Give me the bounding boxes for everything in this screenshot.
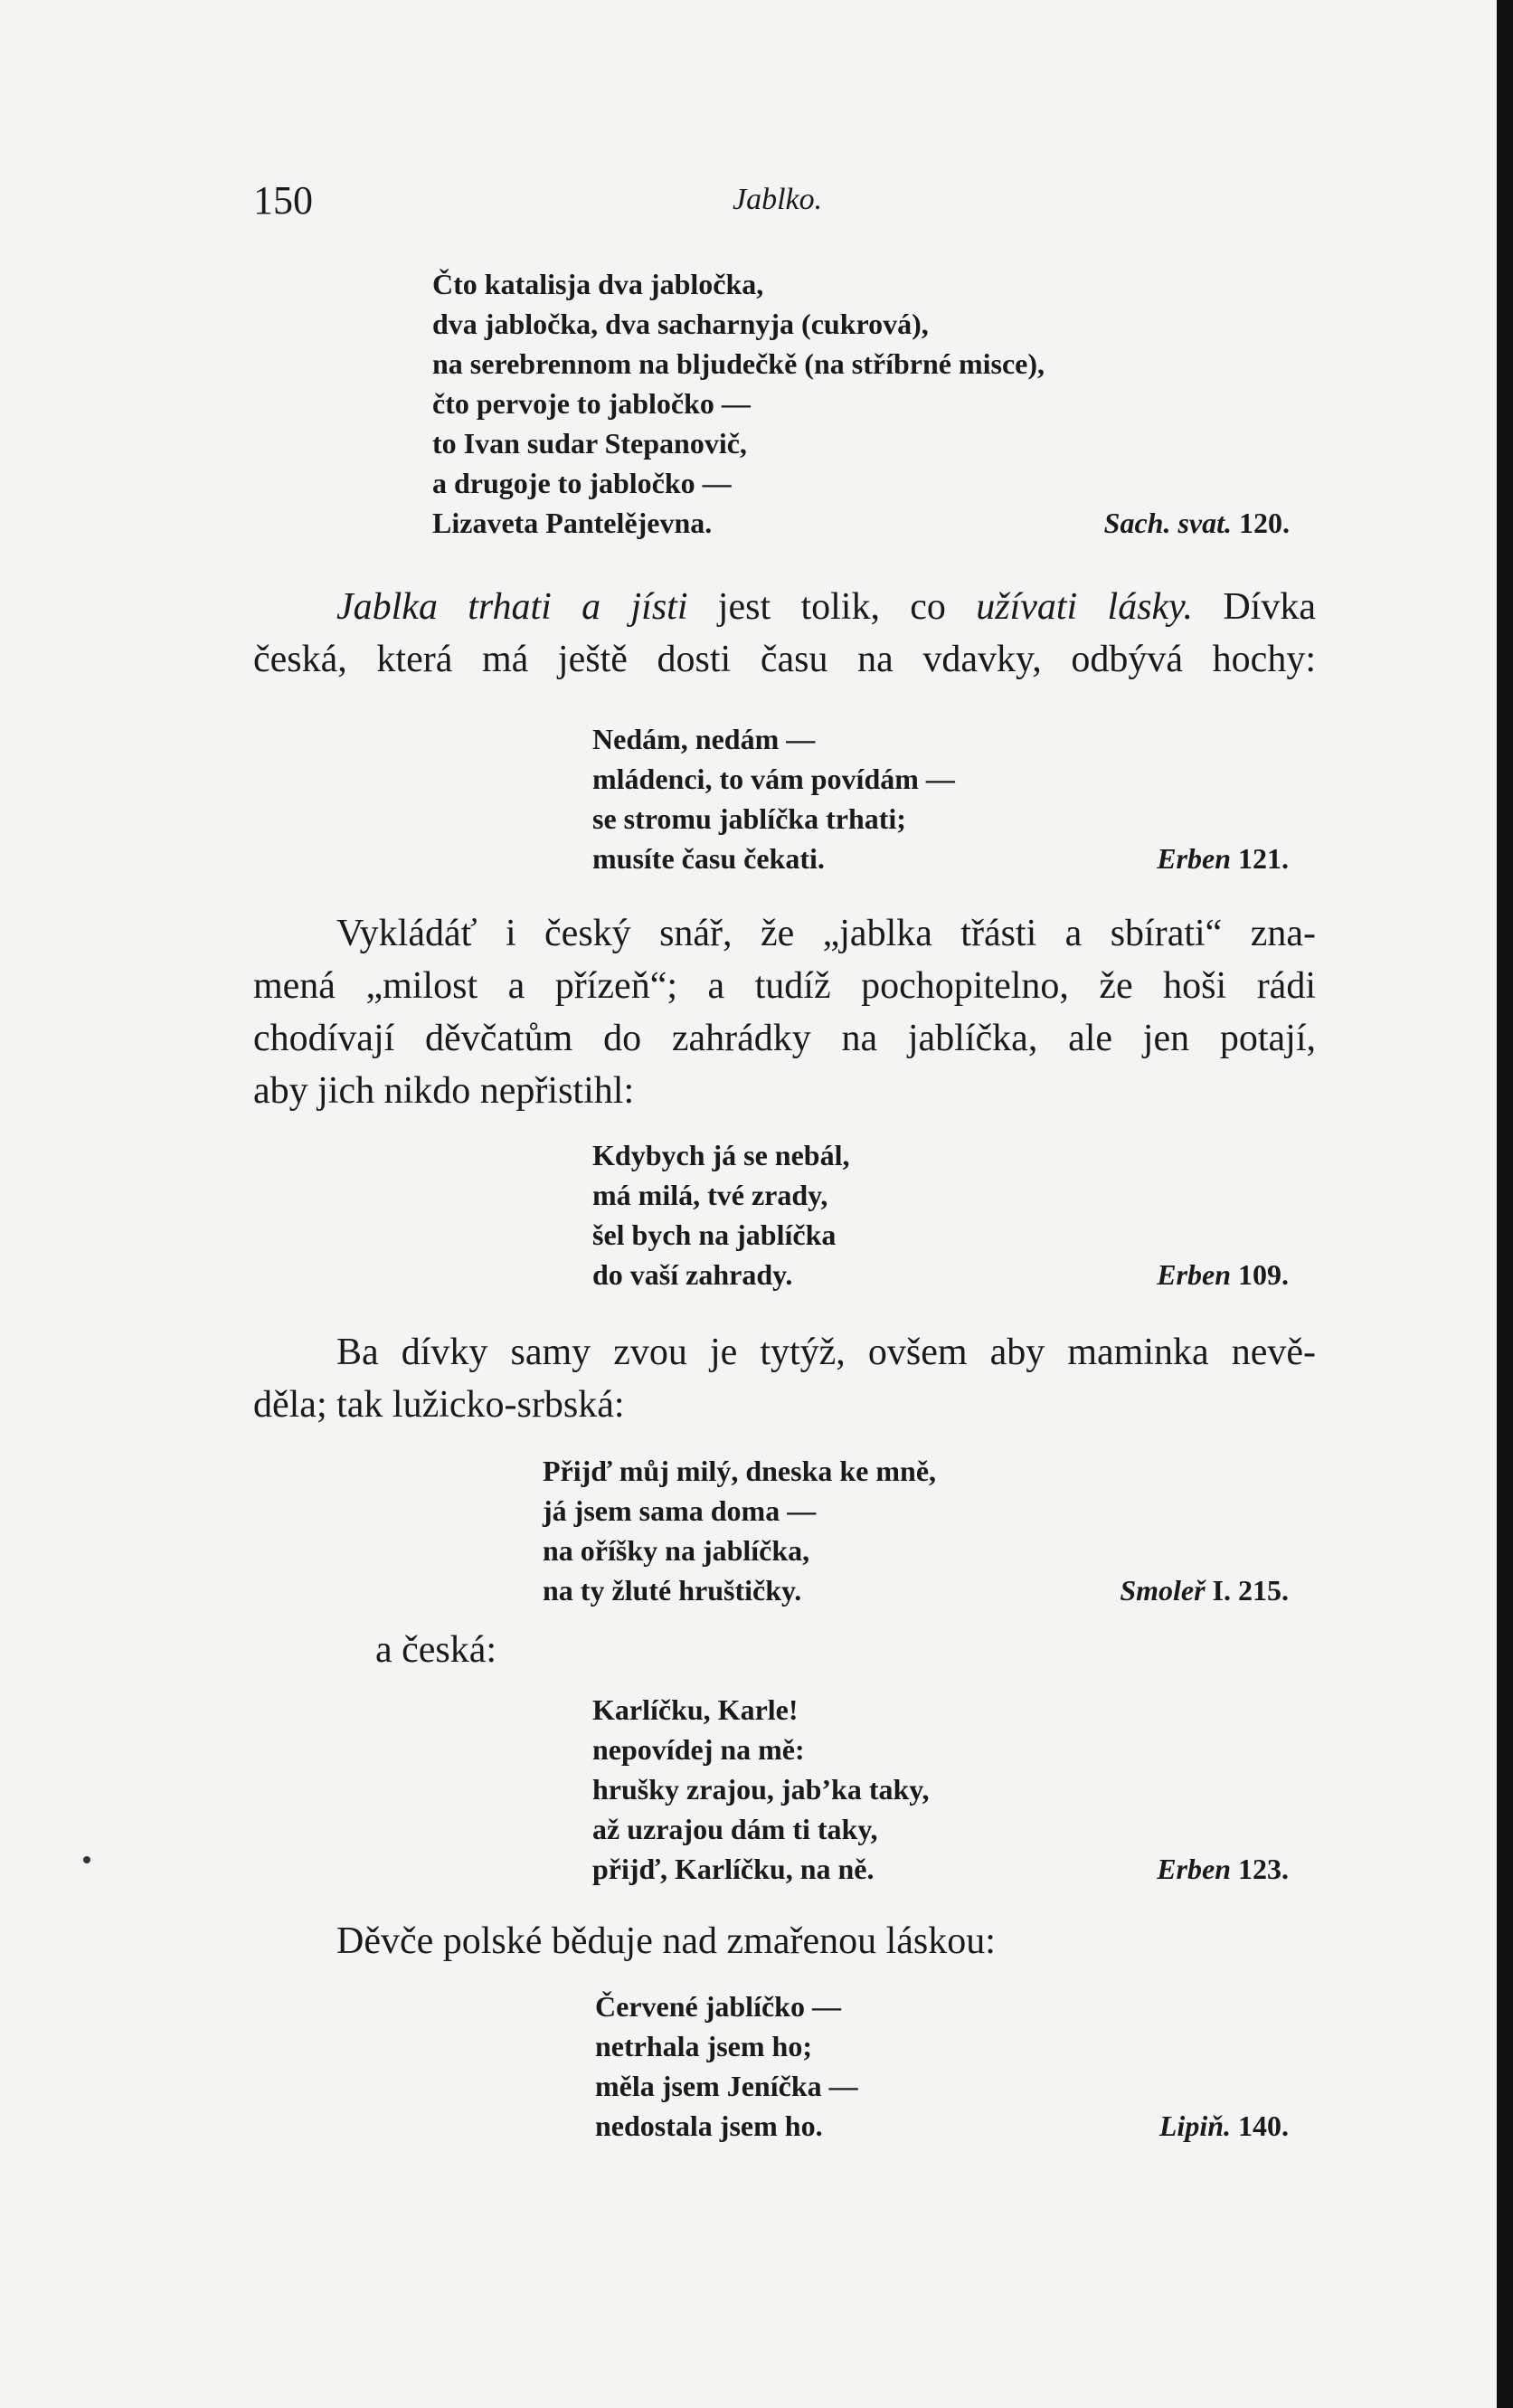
verse-line: Lizaveta Pantelějevna. — [432, 507, 713, 539]
verse-source — [1104, 503, 1290, 543]
verse-line: čto pervoje to jabločko — — [432, 387, 751, 420]
verse-source — [1157, 839, 1289, 878]
verse-line: já jsem sama doma — — [543, 1494, 817, 1527]
source-name: Erben — [1157, 842, 1231, 875]
italic-phrase: Jablka trhati a jísti — [336, 586, 688, 628]
verse-line: a drugoje to jabločko — — [432, 467, 732, 499]
source-name: Erben — [1157, 1258, 1231, 1291]
verse-line: do vaší zahrady. — [592, 1258, 793, 1291]
source-page: 120. — [1239, 507, 1290, 539]
paragraph-line: aby jich nikdo nepřistihl: — [253, 1070, 635, 1112]
verse-line: Kdybych já se nebál, — [592, 1139, 850, 1171]
paragraph-line — [253, 581, 1316, 633]
verse-line: šel bych na jablíčka — [592, 1218, 837, 1251]
verse-line: Čto katalisja dva jabločka, — [432, 268, 764, 300]
ink-speck — [83, 1856, 90, 1863]
source-name: Lipiň. — [1158, 2109, 1231, 2142]
paragraph-jablka — [253, 581, 1316, 686]
source-name: Erben — [1157, 1853, 1231, 1885]
verse-line: hrušky zrajou, jab’ka taky, — [592, 1773, 930, 1806]
verse-line: má milá, tvé zrady, — [592, 1179, 828, 1211]
verse-line: Karlíčku, Karle! — [592, 1693, 799, 1726]
verse-source — [1120, 1570, 1289, 1610]
paragraph-line: mená „milost a přízeň“; a tudíž pochopitelno, že hoši rádi — [253, 965, 1316, 1007]
verse-line: nedostala jsem ho. — [595, 2109, 823, 2142]
verse-line: to Ivan sudar Stepanovič, — [432, 427, 747, 460]
verse-line: Přijď můj milý, dneska ke mně, — [543, 1455, 937, 1487]
text-run: Dívka — [1193, 586, 1316, 628]
paragraph-line: chodívají děvčatům do zahrádky na jablíčka, ale jen potají, — [253, 1018, 1316, 1059]
verse-line: na ty žluté hruštičky. — [543, 1574, 802, 1607]
verse-line: nepovídej na mě: — [592, 1733, 805, 1766]
verse-line: až uzrajou dám ti taky, — [592, 1813, 878, 1845]
paragraph-devce: Děvče polské běduje nad zmařenou láskou: — [336, 1920, 996, 1962]
verse-line: musíte času čekati. — [592, 842, 825, 875]
verse-prijd — [543, 1451, 1289, 1610]
scan-edge — [1497, 0, 1513, 2408]
verse-line: netrhala jsem ho; — [595, 2030, 812, 2062]
source-name: Smoleř — [1120, 1574, 1206, 1607]
paragraph-divky — [253, 1326, 1316, 1431]
verse-karlicku — [592, 1690, 1289, 1889]
paragraph-line: Vykládáť i český snář, že „jablka třásti a sbírati“ zna- — [336, 913, 1316, 954]
source-page: I. 215. — [1212, 1574, 1289, 1607]
verse-line: se stromu jablíčka trhati; — [592, 802, 906, 835]
text-run: jest tolik, co — [687, 586, 977, 628]
source-page: 123. — [1238, 1853, 1289, 1885]
verse-cervene — [595, 1986, 1289, 2146]
paragraph-line: Ba dívky samy zvou je tytýž, ovšem aby maminka nevě- — [336, 1332, 1316, 1373]
verse-line: dva jabločka, dva sacharnyja (cukrová), — [432, 308, 929, 340]
verse-russian — [432, 264, 1290, 543]
verse-line: přijď, Karlíčku, na ně. — [592, 1853, 875, 1885]
italic-phrase: užívati lásky. — [976, 586, 1194, 628]
paragraph-snar — [253, 907, 1316, 1117]
paragraph-line: česká, která má ještě dosti času na vdavky, odbývá hochy: — [253, 639, 1316, 680]
verse-line: Červené jablíčko — — [595, 1990, 841, 2023]
verse-nedam — [592, 719, 1289, 878]
page-header — [253, 177, 1338, 232]
verse-kdybych — [592, 1135, 1289, 1294]
label-ceska: a česká: — [375, 1629, 497, 1671]
source-name: Sach. svat. — [1103, 507, 1232, 539]
verse-line: na oříšky na jablíčka, — [543, 1534, 810, 1567]
verse-source — [1159, 2106, 1289, 2146]
source-page: 109. — [1238, 1258, 1289, 1291]
running-head: Jablko. — [733, 183, 823, 216]
verse-line: Nedám, nedám — — [592, 723, 816, 755]
verse-source — [1157, 1255, 1289, 1294]
source-page: 140. — [1238, 2109, 1289, 2142]
paragraph-line: děla; tak lužicko-srbská: — [253, 1384, 625, 1426]
verse-source — [1157, 1849, 1289, 1889]
verse-line: měla jsem Jeníčka — — [595, 2070, 858, 2102]
source-page: 121. — [1238, 842, 1289, 875]
page-number: 150 — [253, 178, 313, 223]
verse-line: na serebrennom na bljudečkě (na stříbrné misce), — [432, 347, 1045, 380]
verse-line: mládenci, to vám povídám — — [592, 763, 955, 795]
